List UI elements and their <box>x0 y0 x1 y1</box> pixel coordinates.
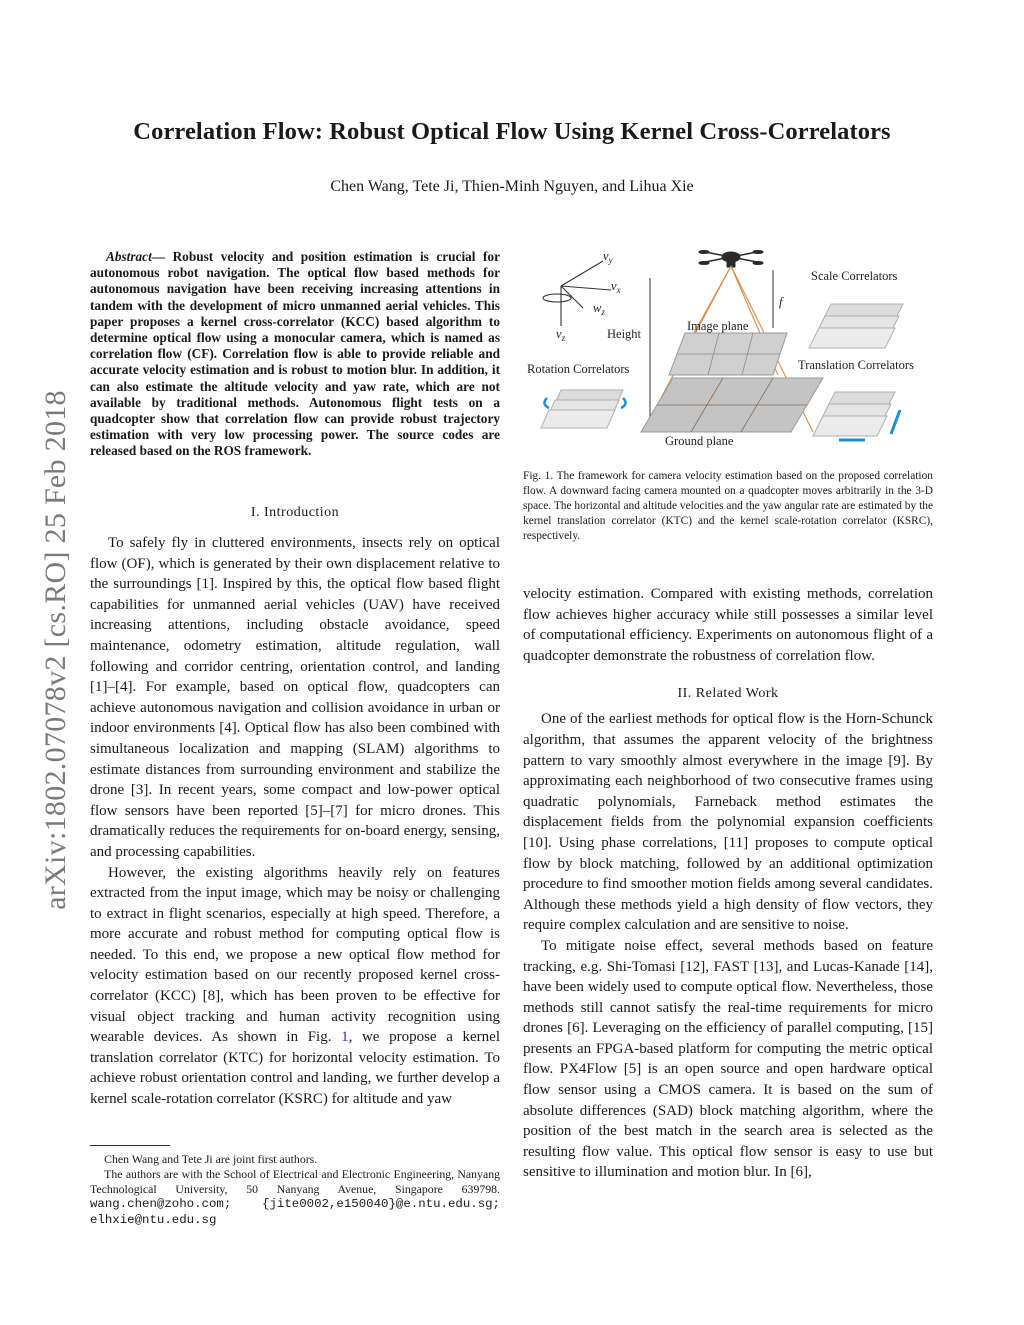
introduction-body <box>90 533 500 1110</box>
figure-1-caption: Fig. 1. The framework for camera velocity estimation based on the proposed correlation flow. A downward facing camera mounted on a quadcopter moves arbitrarily in the 3-D space. The horizontal and altitude velocities and the yaw angular rate are estimated by the kernel translation correlator (KTC) and the kernel scale-rotation correlator (KSRC), respectively. <box>523 470 933 542</box>
quadcopter-icon <box>699 251 763 268</box>
intro-paragraph-2-continued: velocity estimation. Compared with existing methods, correlation flow achieves higher accuracy while still possesses a similar level of computational efficiency. Experiments on autonomous flight of a quadcopter demonstrate the robustness of correlation flow. <box>523 586 933 664</box>
footnote-affiliation <box>90 1167 500 1228</box>
footnote-emails[interactable]: wang.chen@zoho.com; {jite0002,e150040}@e.ntu.edu.sg; elhxie@ntu.edu.sg <box>90 1197 500 1228</box>
height-label: Height <box>607 327 642 341</box>
abstract <box>90 249 500 460</box>
translation-correlators-label: Translation Correlators <box>798 358 914 372</box>
intro-paragraph-2-text-b: , we propose a kernel translation correlator (KTC) for horizontal velocity estimation. To achieve robust orientation control and landing, we further develop a kernel scale-rotation correlator (KSRC) for altitude and yaw <box>90 1029 500 1108</box>
vx-sub: x <box>616 285 621 295</box>
arxiv-stamp-text: arXiv:1802.07078v2 [cs.RO] 25 Feb 2018 <box>39 390 72 910</box>
wz-sub: z <box>601 307 605 317</box>
rotation-arrow-left <box>544 398 549 408</box>
wz-label: w <box>593 301 602 315</box>
footnote-joint-authors: Chen Wang and Tete Ji are joint first authors. <box>104 1152 318 1166</box>
intro-paragraph-1: To safely fly in cluttered environments, insects rely on optical flow (OF), which is generated by their own displacement relative to the surroundings [1]. Inspired by this, the optical flow based flight capabilities for unmanned aerial vehicles (UAV) have received increasing attentions, including obstacle avoidance, speed maintenance, odometry estimation, altitude regulation, wall following and corridor centring, orientation control, and landing [1]–[4]. For example, based on optical flow, quadcopters can achieve autonomous navigation and collision avoidance in urban or indoor environments [4]. Optical flow has also been combined with simultaneous localization and mapping (SLAM) algorithms to estimate distances from surrounding environment and stabilize the drone [3]. In recent years, some compact and low-power optical flow sensors have been reported [5]–[7] for micro drones. This dramatically reduces the requirements for on-board energy, sensing, and processing capabilities. <box>90 535 500 860</box>
vy-label: v <box>603 249 609 263</box>
paper-title: Correlation Flow: Robust Optical Flow Using Kernel Cross-Correlators <box>133 118 891 145</box>
footnote <box>90 1152 500 1228</box>
rotation-correlators-stack <box>541 390 623 428</box>
section-heading-introduction: I. Introduction <box>250 505 340 520</box>
vz-label: v <box>556 327 562 341</box>
figure-1 <box>523 246 938 461</box>
right-column-body <box>523 584 933 1183</box>
ground-plane-label: Ground plane <box>665 434 734 448</box>
vy-axis-arrow <box>561 261 603 286</box>
svg-text:vx <box>611 279 621 295</box>
vx-axis-arrow <box>561 286 611 290</box>
rotation-correlators-label: Rotation Correlators <box>527 362 630 376</box>
footnote-affiliation-text: The authors are with the School of Electrical and Electronic Engineering, Nanyang Technological University, 50 Nanyang Avenue, Singapore 639798. <box>90 1166 500 1196</box>
scale-correlators-stack <box>809 304 903 348</box>
vy-sub: y <box>608 255 613 265</box>
intro-paragraph-2-text-a: However, the existing algorithms heavily rely on features extracted from the input image, which may be noisy or challenging to extract in flight scenarios, especially at high speed. Therefore, a more accurate and robust method for computing optical flow is needed. To this end, we propose a new optical flow method for velocity estimation based on our recently proposed kernel cross-correlator (KCC) [8], which has been proven to be effective for visual object tracking and human activity recognition using wearable devices. As shown in Fig. <box>90 864 500 1046</box>
abstract-lead: Abstract <box>105 249 152 264</box>
translation-correlators-stack <box>813 392 895 436</box>
author-list: Chen Wang, Tete Ji, Thien-Minh Nguyen, and Lihua Xie <box>330 178 694 195</box>
translation-arrow-diagonal <box>891 410 900 434</box>
svg-text:vy <box>603 249 613 265</box>
svg-text:vz <box>556 327 566 343</box>
abstract-dash: — <box>151 249 166 264</box>
figure-1-link[interactable]: 1 <box>341 1029 349 1046</box>
vx-label: v <box>611 279 617 293</box>
related-work-paragraph-2: To mitigate noise effect, several methods based on feature tracking, e.g. Shi-Tomasi [12], FAST [13], and Lucas-Kanade [14], have been widely used to compute optical flow. Nevertheless, those methods still cannot satisfy the real-time requirements for micro drones [6]. Leveraging on the efficiency of parallel computing, [15] presents an FPGA-based platform for computing the metric optical flow. PX4Flow [5] is an open source and open hardware optical flow sensor using a CMOS camera. It is based on the sum of absolute differences (SAD) block matching algorithm, where the position of the best match in the search area is selected as the resulting flow value. This optical flow sensor is easy to use but sensitive to illumination and motion blur. In [6], <box>523 937 933 1181</box>
rotation-arrow-right <box>621 398 626 408</box>
image-plane-label: Image plane <box>687 319 749 333</box>
focal-length-label: f <box>779 295 783 309</box>
svg-text:wz <box>593 301 605 317</box>
footnote-rule <box>90 1145 170 1146</box>
intro-paragraph-2 <box>90 863 500 1110</box>
yaw-rotation-arrow <box>543 294 571 302</box>
scale-correlators-label: Scale Correlators <box>811 269 898 283</box>
wz-axis-arrow <box>561 286 583 308</box>
related-work-paragraph-1: One of the earliest methods for optical flow is the Horn-Schunck algorithm, that assumes the apparent velocity of the brightness pattern to vary smoothly almost everywhere in the image [9]. By approximating each neighborhood of two consecutive frames using quadratic polynomials, Farneback method estimates the displacement fields from the polynomial expansion coefficients [10]. Using phase correlations, [11] proposes to compute optical flow by block matching, followed by an additional optimization procedure to find smoother motion fields among several candidates. Although these methods yield a high density of flow vectors, they require complex calculation and are sensitive to noise. <box>523 711 933 934</box>
abstract-text: Robust velocity and position estimation is crucial for autonomous robot navigation. The optical flow based methods for autonomous navigation have been receiving increasing attentions in tandem with the development of micro unmanned aerial vehicles. This paper proposes a kernel cross-correlator (KCC) based algorithm to determine optical flow using a monocular camera, which is named as correlation flow (CF). Correlation flow is able to provide reliable and accurate velocity estimation and is robust to motion blur. In addition, it can also estimate the altitude velocity and yaw rate, which are not available by traditional methods. Autonomous flight tests on a quadcopter show that correlation flow can provide robust trajectory estimation with very low processing power. The source codes are released based on the ROS framework. <box>90 249 500 459</box>
vz-sub: z <box>561 333 566 343</box>
section-heading-related-work: II. Related Work <box>677 686 779 702</box>
